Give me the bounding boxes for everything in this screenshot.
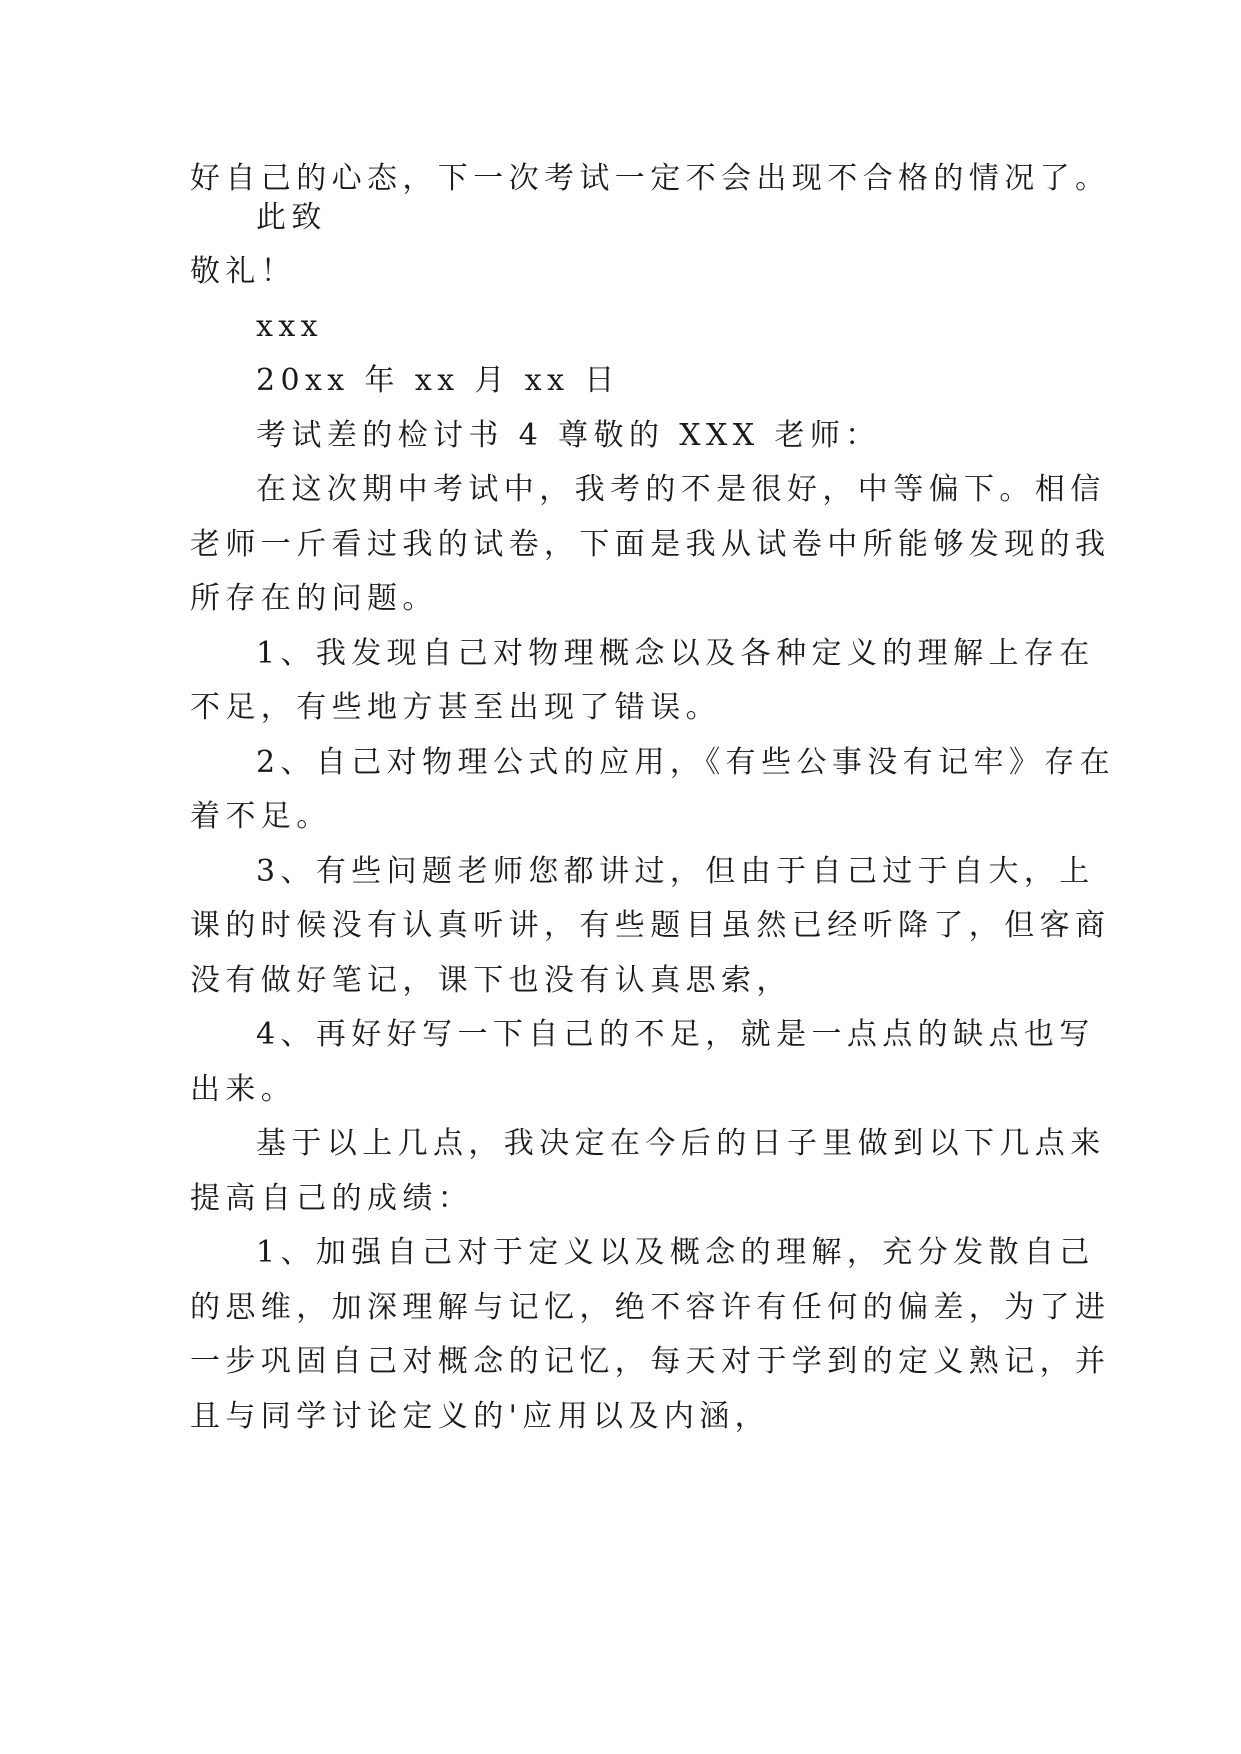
signature-name: xxx: [256, 309, 323, 344]
text-line: 3、有些问题老师您都讲过，但由于自己过于自大，上: [256, 854, 1095, 889]
text-line: 没有做好笔记，课下也没有认真思索，: [190, 963, 792, 998]
text-line: 且与同学讨论定义的'应用以及内涵，: [190, 1399, 771, 1434]
section-heading: 考试差的检讨书 4 尊敬的 XXX 老师：: [256, 418, 881, 453]
text-line: 一步巩固自己对概念的记忆，每天对于学到的定义熟记，并: [190, 1344, 1111, 1379]
text-line: 的思维，加深理解与记忆，绝不容许有任何的偏差，为了进: [190, 1290, 1111, 1325]
text-line: 课的时候没有认真听讲，有些题目虽然已经听降了，但客商: [190, 908, 1111, 943]
text-line: 1、我发现自己对物理概念以及各种定义的理解上存在: [256, 636, 1095, 671]
text-line: 着不足。: [190, 799, 332, 834]
text-line: 不足，有些地方甚至出现了错误。: [190, 690, 721, 725]
text-line: 4、再好好写一下自己的不足，就是一点点的缺点也写: [256, 1017, 1095, 1052]
text-line: 在这次期中考试中，我考的不是很好，中等偏下。相信: [256, 472, 1106, 507]
text-line: 好自己的心态，下一次考试一定不会出现不合格的情况了。: [190, 161, 1111, 196]
text-line: 出来。: [190, 1072, 297, 1107]
text-line: 所存在的问题。: [190, 581, 438, 616]
closing-regards: 敬礼！: [190, 254, 297, 289]
text-line: 2、自己对物理公式的应用，《有些公事没有记牢》存在: [256, 745, 1116, 780]
signature-date: 20xx 年 xx 月 xx 日: [256, 363, 620, 398]
text-line: 1、加强自己对于定义以及概念的理解，充分发散自己: [256, 1235, 1095, 1270]
closing-salutation: 此致: [256, 200, 327, 235]
text-line: 提高自己的成绩：: [190, 1181, 474, 1216]
text-line: 老师一斤看过我的试卷，下面是我从试卷中所能够发现的我: [190, 527, 1111, 562]
text-line: 基于以上几点，我决定在今后的日子里做到以下几点来: [256, 1126, 1106, 1161]
